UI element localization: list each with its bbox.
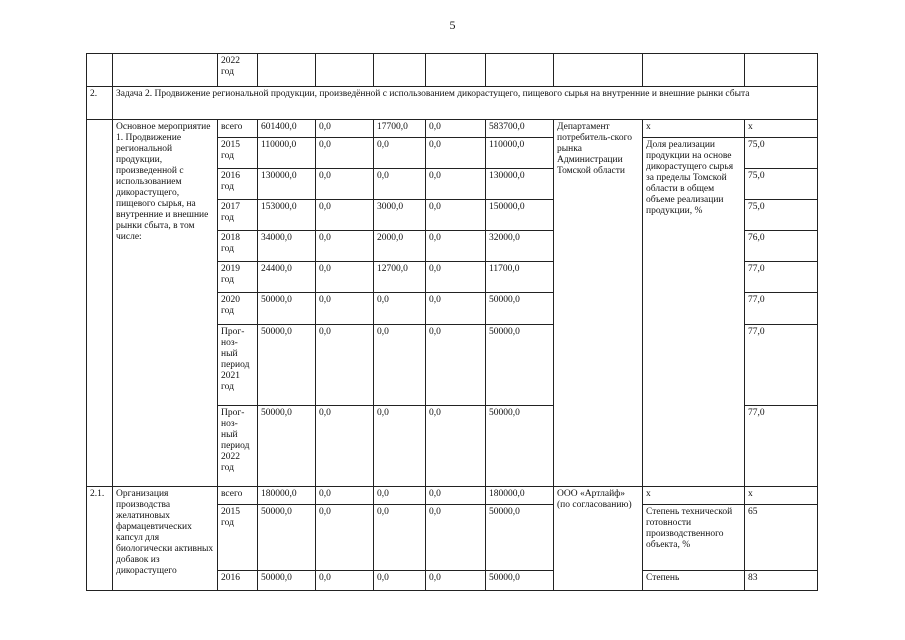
- total-cell: 34000,0: [258, 231, 316, 262]
- regional-cell: 3000,0: [374, 200, 426, 231]
- extra-budget-cell: 11700,0: [486, 262, 554, 293]
- num-cell: 2.1.: [87, 487, 113, 591]
- total-cell: 601400,0: [258, 120, 316, 138]
- regional-cell: 0,0: [374, 325, 426, 406]
- indicator-cell: Степень технической готовности производственного объекта, %: [643, 505, 745, 571]
- table-row: [87, 120, 818, 138]
- indicator-cell: х: [643, 487, 745, 505]
- local-cell: 0,0: [426, 200, 486, 231]
- period-cell: 2016: [218, 571, 258, 591]
- local-cell: 0,0: [426, 120, 486, 138]
- regional-cell: 17700,0: [374, 120, 426, 138]
- local-cell: 0,0: [426, 406, 486, 487]
- total-cell: 50000,0: [258, 406, 316, 487]
- period-cell: 2015 год: [218, 505, 258, 571]
- period-cell: 2020 год: [218, 293, 258, 325]
- regional-cell: 2000,0: [374, 231, 426, 262]
- federal-cell: 0,0: [316, 169, 374, 200]
- federal-cell: 0,0: [316, 138, 374, 169]
- total-cell: 50000,0: [258, 293, 316, 325]
- item-name: Организация производства желатиновых фармацевтических капсул для биологически активных добавок из дикорастущего: [113, 487, 218, 591]
- regional-cell: 0,0: [374, 293, 426, 325]
- federal-cell: 0,0: [316, 406, 374, 487]
- extra-budget-cell: 583700,0: [486, 120, 554, 138]
- period-cell: всего: [218, 487, 258, 505]
- extra-budget-cell: 150000,0: [486, 200, 554, 231]
- indicator-cell: Степень: [643, 571, 745, 591]
- value-cell: 77,0: [745, 293, 818, 325]
- task-number: 2.: [87, 87, 113, 120]
- extra-budget-cell: [486, 54, 554, 87]
- value-cell: 76,0: [745, 231, 818, 262]
- extra-budget-cell: 180000,0: [486, 487, 554, 505]
- value-cell: 83: [745, 571, 818, 591]
- executor-cell: [554, 54, 643, 87]
- regional-cell: [374, 54, 426, 87]
- extra-budget-cell: 50000,0: [486, 293, 554, 325]
- total-cell: 180000,0: [258, 487, 316, 505]
- federal-cell: 0,0: [316, 487, 374, 505]
- value-cell: 77,0: [745, 406, 818, 487]
- indicator-cell: [643, 54, 745, 87]
- federal-cell: 0,0: [316, 231, 374, 262]
- federal-cell: 0,0: [316, 200, 374, 231]
- local-cell: 0,0: [426, 505, 486, 571]
- value-cell: 75,0: [745, 200, 818, 231]
- federal-cell: 0,0: [316, 571, 374, 591]
- local-cell: [426, 54, 486, 87]
- total-cell: [258, 54, 316, 87]
- value-cell: х: [745, 487, 818, 505]
- value-cell: 65: [745, 505, 818, 571]
- regional-cell: 12700,0: [374, 262, 426, 293]
- executor-cell: Департамент потребитель-ского рынка Администрации Томской области: [554, 120, 643, 487]
- local-cell: 0,0: [426, 325, 486, 406]
- local-cell: 0,0: [426, 262, 486, 293]
- task-row: [87, 87, 818, 120]
- value-cell: 77,0: [745, 262, 818, 293]
- value-cell: 75,0: [745, 169, 818, 200]
- period-cell: Прог- ноз- ный период 2022 год: [218, 406, 258, 487]
- program-table: [86, 53, 818, 591]
- regional-cell: 0,0: [374, 487, 426, 505]
- federal-cell: 0,0: [316, 293, 374, 325]
- name-cell: [113, 54, 218, 87]
- total-cell: 110000,0: [258, 138, 316, 169]
- extra-budget-cell: 50000,0: [486, 406, 554, 487]
- extra-budget-cell: 32000,0: [486, 231, 554, 262]
- regional-cell: 0,0: [374, 505, 426, 571]
- total-cell: 130000,0: [258, 169, 316, 200]
- indicator-cell: Доля реализации продукции на основе дикорастущего сырья за пределы Томской области в общем объеме реализации продукции, %: [643, 138, 745, 487]
- local-cell: 0,0: [426, 487, 486, 505]
- value-cell: 77,0: [745, 325, 818, 406]
- value-cell: [745, 54, 818, 87]
- regional-cell: 0,0: [374, 406, 426, 487]
- federal-cell: 0,0: [316, 120, 374, 138]
- table-row: [87, 54, 818, 87]
- value-cell: х: [745, 120, 818, 138]
- value-cell: 75,0: [745, 138, 818, 169]
- page-number: 5: [449, 18, 456, 32]
- event-name: Основное мероприятие 1. Продвижение региональной продукции, произведенной с использованием дикорастущего, пищевого сырья, на внутренние и внешние рынки сбыта, в том числе:: [113, 120, 218, 487]
- num-cell: [87, 120, 113, 487]
- period-cell: 2022 год: [218, 54, 258, 87]
- total-cell: 50000,0: [258, 571, 316, 591]
- total-cell: 24400,0: [258, 262, 316, 293]
- period-cell: 2015 год: [218, 138, 258, 169]
- period-cell: 2018 год: [218, 231, 258, 262]
- federal-cell: 0,0: [316, 505, 374, 571]
- extra-budget-cell: 50000,0: [486, 325, 554, 406]
- period-cell: 2016 год: [218, 169, 258, 200]
- num-cell: [87, 54, 113, 87]
- total-cell: 50000,0: [258, 325, 316, 406]
- extra-budget-cell: 130000,0: [486, 169, 554, 200]
- task-title: Задача 2. Продвижение региональной продукции, произведённой с использованием дикорастущего, пищевого сырья на внутренние и внешние рынки сбыта: [113, 87, 818, 120]
- local-cell: 0,0: [426, 231, 486, 262]
- total-cell: 50000,0: [258, 505, 316, 571]
- regional-cell: 0,0: [374, 169, 426, 200]
- federal-cell: 0,0: [316, 325, 374, 406]
- period-cell: Прог- ноз- ный период 2021 год: [218, 325, 258, 406]
- federal-cell: [316, 54, 374, 87]
- regional-cell: 0,0: [374, 138, 426, 169]
- local-cell: 0,0: [426, 571, 486, 591]
- extra-budget-cell: 50000,0: [486, 505, 554, 571]
- period-cell: всего: [218, 120, 258, 138]
- federal-cell: 0,0: [316, 262, 374, 293]
- extra-budget-cell: 110000,0: [486, 138, 554, 169]
- regional-cell: 0,0: [374, 571, 426, 591]
- total-cell: 153000,0: [258, 200, 316, 231]
- table-row: [87, 487, 818, 505]
- period-cell: 2019 год: [218, 262, 258, 293]
- indicator-cell: х: [643, 120, 745, 138]
- extra-budget-cell: 50000,0: [486, 571, 554, 591]
- local-cell: 0,0: [426, 169, 486, 200]
- local-cell: 0,0: [426, 293, 486, 325]
- local-cell: 0,0: [426, 138, 486, 169]
- period-cell: 2017 год: [218, 200, 258, 231]
- executor-cell: ООО «Артлайф» (по согласованию): [554, 487, 643, 591]
